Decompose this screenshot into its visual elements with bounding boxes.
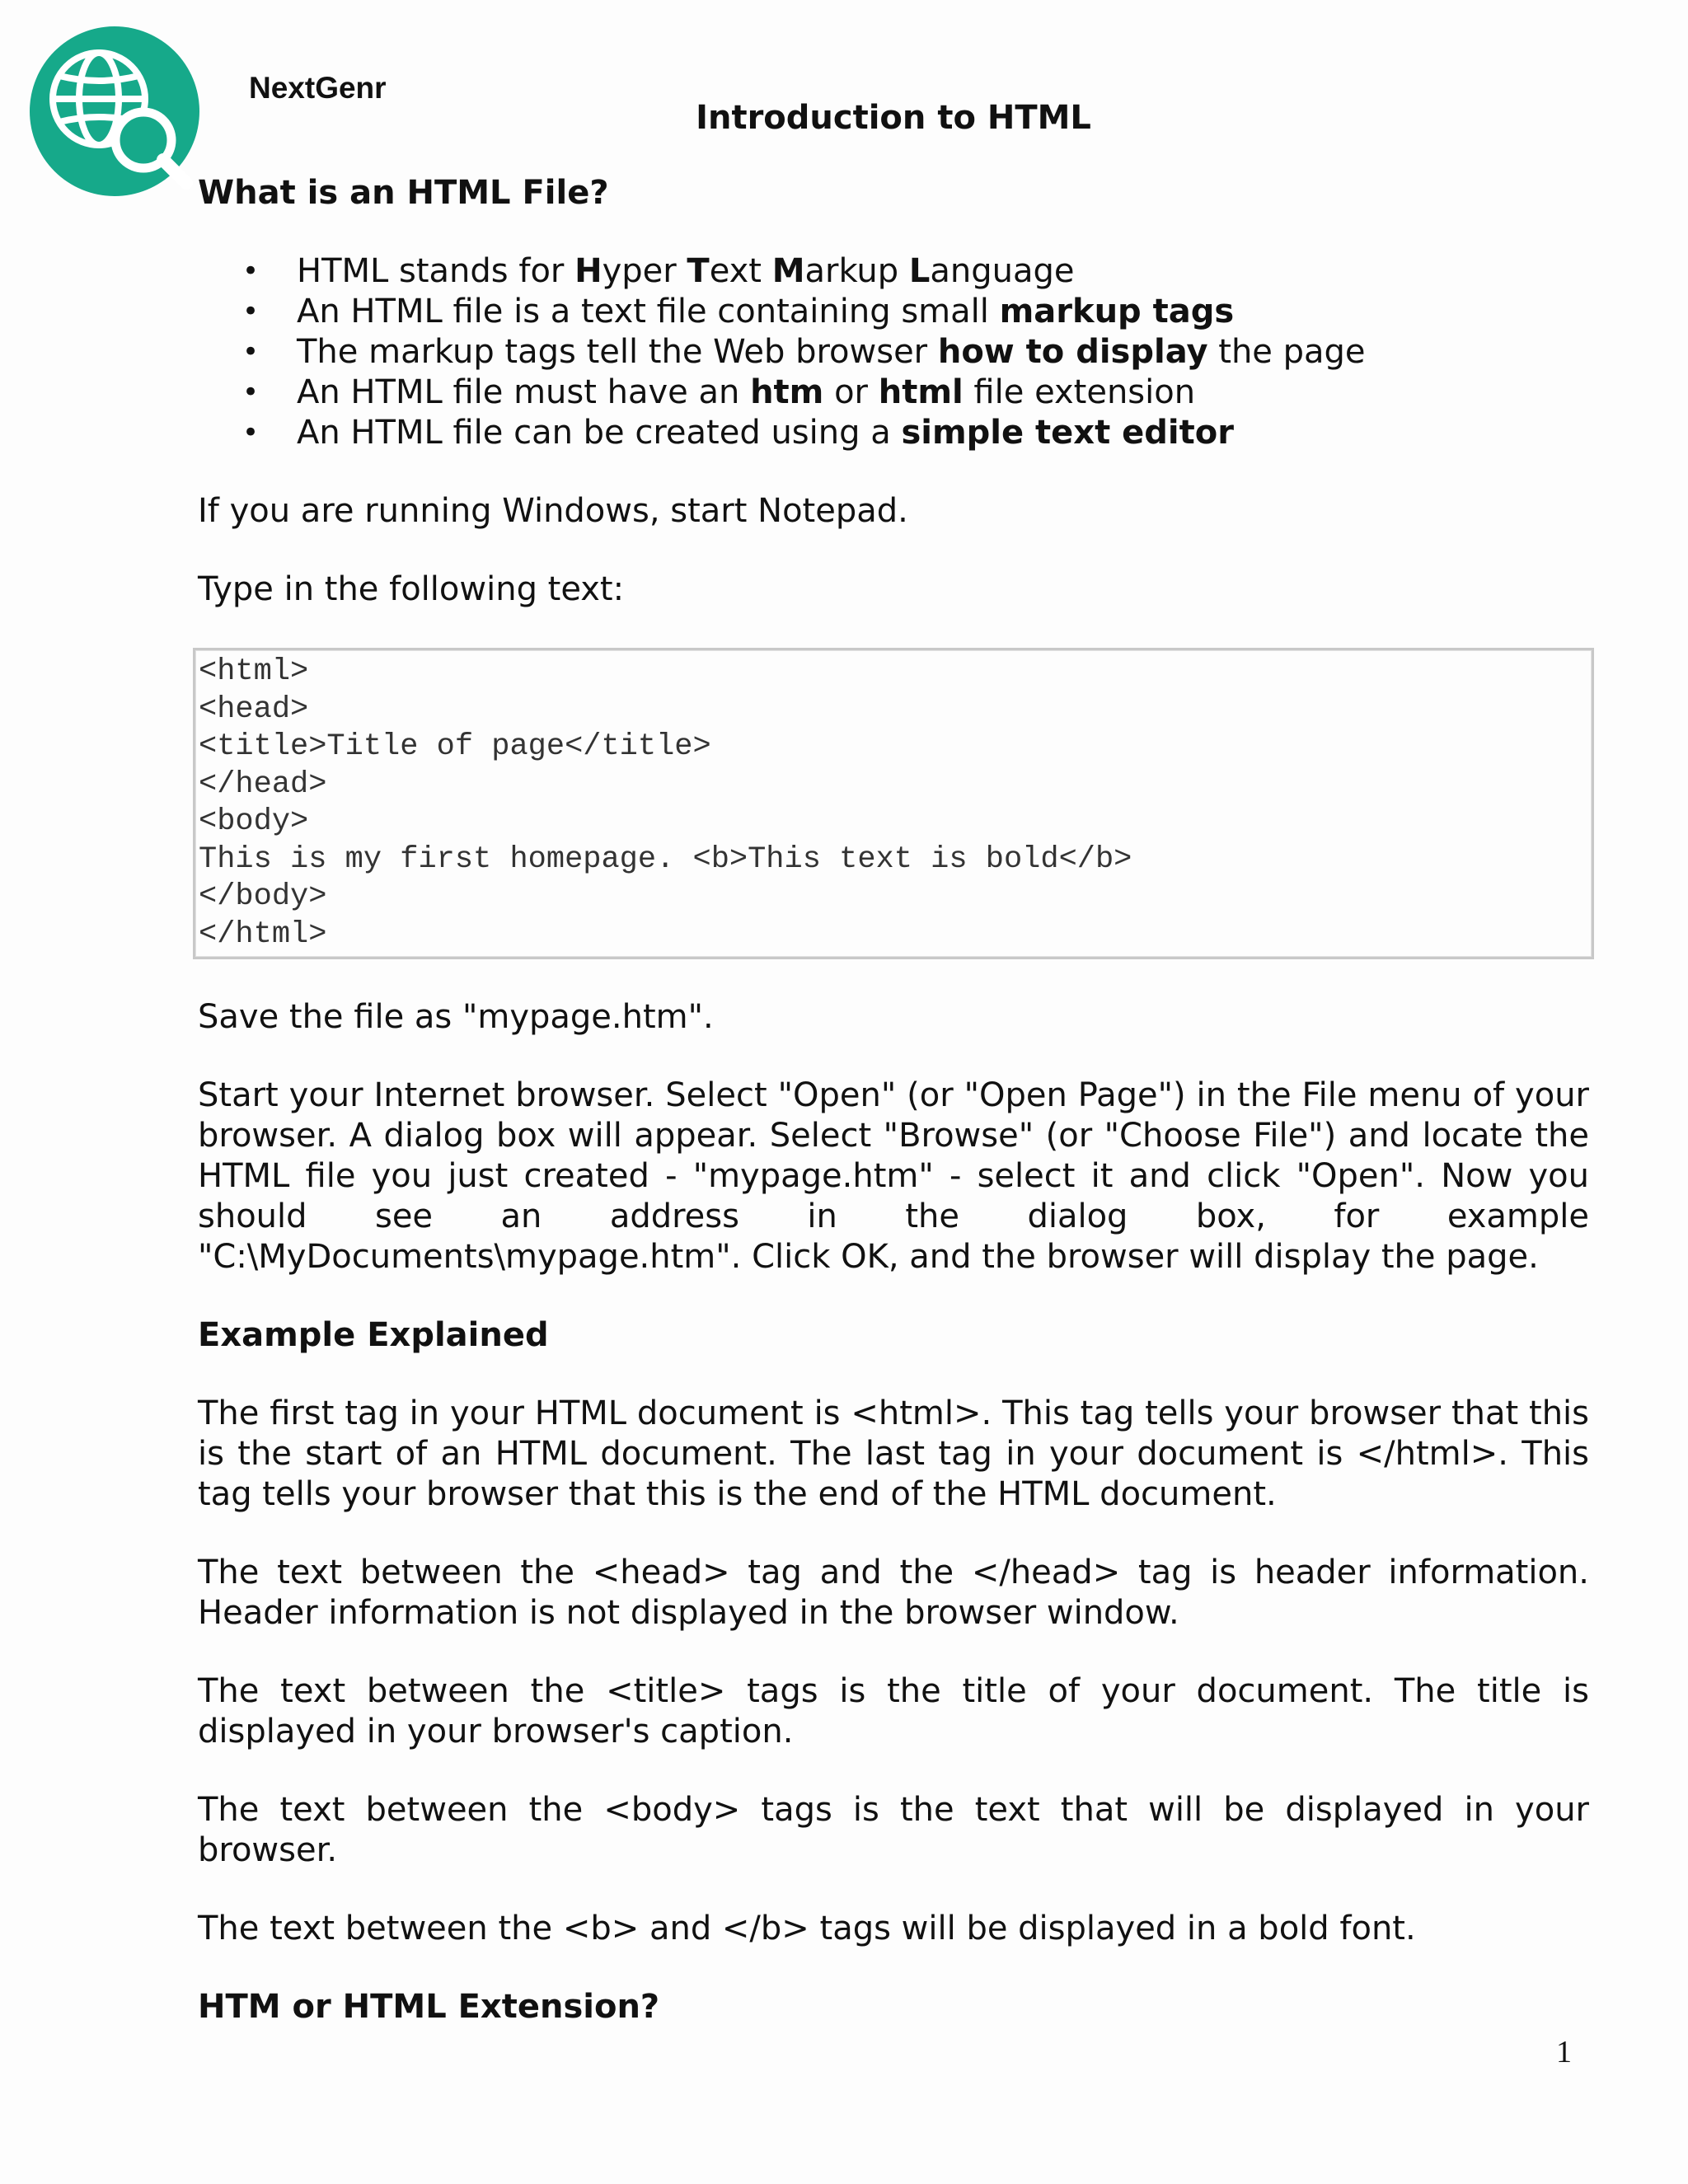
text-run: file extension bbox=[963, 373, 1196, 411]
text-run: The markup tags tell the Web browser bbox=[297, 333, 938, 371]
page-title: Introduction to HTML bbox=[696, 99, 1091, 137]
paragraph-start-browser: Start your Internet browser. Select "Open" (or "Open Page") in the File menu of your browser. A dialog box will appear. Select "Browse" (or "Choose File") and locate the HTML file you just created - "mypage.htm" - select it and click "Open". Now you should see an address in the dialog box, for example "C:\MyDocuments\mypage.htm". Click OK, and the browser will display the page. bbox=[198, 1076, 1589, 1276]
bold-text: html bbox=[878, 373, 964, 411]
text-run: An HTML file can be created using a bbox=[297, 414, 902, 452]
paragraph-windows: If you are running Windows, start Notepad. bbox=[198, 492, 908, 530]
document-body bbox=[198, 173, 1589, 2065]
code-line: This is my first homepage. <b>This text is bold</b> bbox=[199, 841, 1132, 877]
bold-text: how to display bbox=[937, 333, 1208, 371]
bold-text: M bbox=[771, 252, 805, 290]
paragraph-save-file: Save the file as "mypage.htm". bbox=[198, 998, 714, 1036]
code-line: <html> bbox=[199, 654, 309, 689]
bullet-item bbox=[198, 413, 1589, 453]
bullet-item bbox=[198, 251, 1589, 292]
bullet-item bbox=[198, 332, 1589, 373]
bold-text: htm bbox=[750, 373, 824, 411]
bold-text: L bbox=[908, 252, 931, 290]
section-heading-what-is-html: What is an HTML File? bbox=[198, 174, 609, 212]
brand-name: NextGenr bbox=[249, 71, 387, 105]
paragraph-explain-head: The text between the <head> tag and the </head> tag is header information. Header information is not displayed in the browser window. bbox=[198, 1554, 1589, 1632]
code-line: <title>Title of page</title> bbox=[199, 729, 711, 764]
text-run: An HTML file must have an bbox=[297, 373, 751, 411]
text-run: HTML stands for bbox=[297, 252, 575, 290]
bullet-item bbox=[198, 373, 1589, 413]
paragraph-explain-body: The text between the <body> tags is the text that will be displayed in your browser. bbox=[198, 1791, 1589, 1869]
section-heading-htm-extension: HTM or HTML Extension? bbox=[198, 1988, 660, 2026]
text-run: the page bbox=[1207, 333, 1366, 371]
code-line: </body> bbox=[199, 879, 327, 914]
text-run: ext bbox=[709, 252, 772, 290]
code-line: </head> bbox=[199, 766, 327, 802]
bold-text: simple text editor bbox=[901, 414, 1234, 452]
paragraph-explain-bold: The text between the <b> and </b> tags will be displayed in a bold font. bbox=[198, 1910, 1416, 1947]
text-run: or bbox=[823, 373, 879, 411]
paragraph-explain-title: The text between the <title> tags is the title of your document. The title is displayed in your browser's caption. bbox=[198, 1672, 1589, 1750]
paragraph-type-text: Type in the following text: bbox=[198, 570, 625, 608]
bold-text: markup tags bbox=[999, 293, 1235, 330]
bold-text: H bbox=[574, 252, 603, 290]
code-line: </html> bbox=[199, 916, 327, 952]
section-heading-example-explained: Example Explained bbox=[198, 1316, 549, 1354]
code-line: <body> bbox=[199, 804, 309, 839]
text-run: anguage bbox=[930, 252, 1075, 290]
bold-text: T bbox=[687, 252, 710, 290]
page-number: 1 bbox=[1556, 2035, 1572, 2069]
code-line: <head> bbox=[199, 691, 309, 727]
bullet-item bbox=[198, 292, 1589, 332]
text-run: arkup bbox=[804, 252, 909, 290]
bullet-list bbox=[198, 251, 1589, 453]
text-run: An HTML file is a text file containing small bbox=[297, 293, 1000, 330]
code-example-box bbox=[193, 648, 1594, 959]
paragraph-explain-html: The first tag in your HTML document is <html>. This tag tells your browser that this is the start of an HTML document. The last tag in your document is </html>. This tag tells your browser that this is the end of the HTML document. bbox=[198, 1394, 1589, 1513]
text-run: yper bbox=[602, 252, 687, 290]
